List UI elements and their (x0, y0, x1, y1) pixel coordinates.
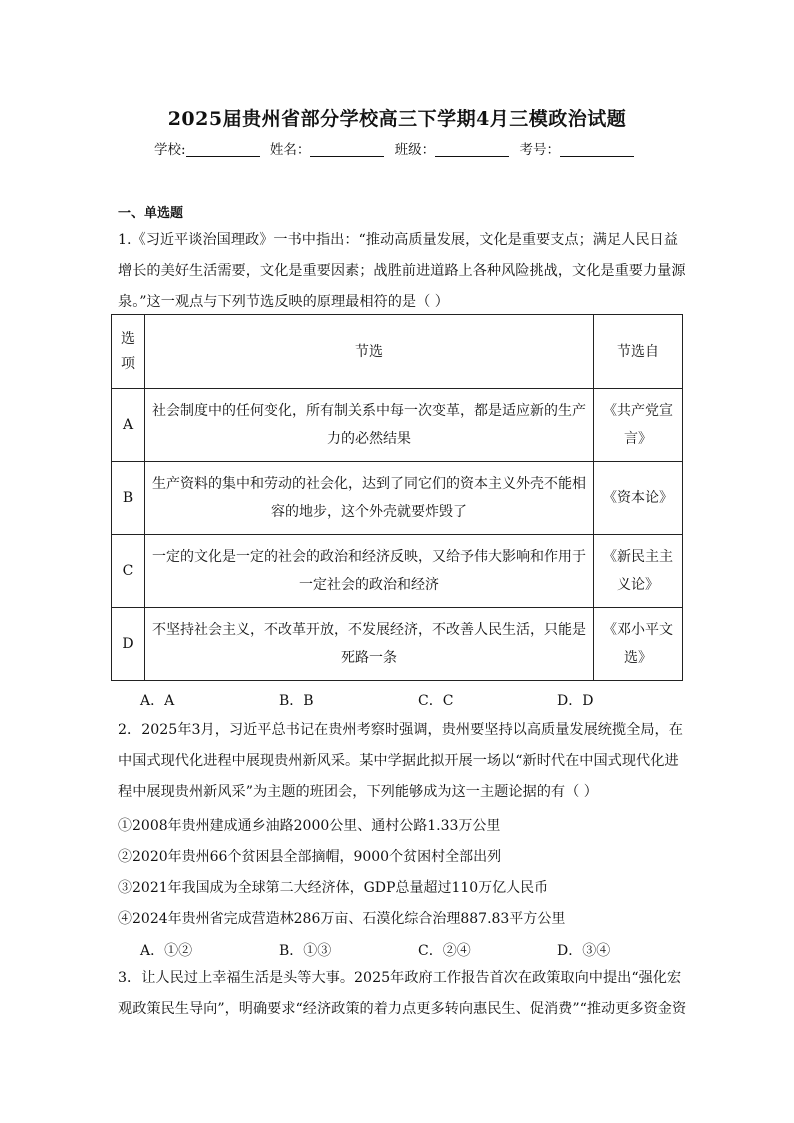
question-1-line: 泉。”这一观点与下列节选反映的原理最相符的是（ ） (118, 294, 449, 310)
table-row (112, 535, 683, 608)
choice-a[interactable]: A．A (140, 693, 175, 709)
source-line: 义论》 (617, 577, 659, 593)
header-option-line: 选 (121, 330, 135, 347)
question-1-stem (118, 225, 690, 318)
excerpt-line: 容的地步，这个外壳就要炸毁了 (271, 504, 467, 520)
header-source: 节选自 (594, 315, 683, 389)
student-info-line (0, 138, 794, 158)
row-excerpt (145, 535, 594, 608)
class-blank[interactable] (435, 142, 509, 157)
choice-c[interactable]: C．②④ (418, 943, 471, 959)
question-2-stem (118, 715, 690, 808)
choice-b[interactable]: B．①③ (279, 943, 332, 959)
choice-d[interactable]: D．③④ (557, 943, 611, 959)
name-blank[interactable] (310, 142, 384, 157)
row-option: A (112, 389, 145, 462)
row-source (594, 462, 683, 535)
excerpt-line: 社会制度中的任何变化，所有制关系中每一次变革，都是适应新的生产 (152, 403, 586, 419)
choice-c[interactable]: C．C (418, 693, 454, 709)
exam-number-label: 考号： (519, 142, 560, 158)
row-source (594, 608, 683, 681)
class-label: 班级： (394, 142, 436, 158)
row-option: D (112, 608, 145, 681)
row-option: C (112, 535, 145, 608)
school-blank[interactable] (186, 142, 260, 157)
row-excerpt (145, 608, 594, 681)
header-option (112, 315, 145, 389)
choice-d[interactable]: D．D (557, 693, 594, 709)
table-header-row (112, 315, 683, 389)
statement-4: ④2024年贵州省完成营造林286万亩、石漠化综合治理887.83平方公里 (118, 911, 566, 927)
row-excerpt (145, 462, 594, 535)
question-2-choices (140, 940, 696, 960)
excerpt-line: 力的必然结果 (327, 431, 411, 447)
row-excerpt (145, 389, 594, 462)
choice-a[interactable]: A．①② (140, 943, 193, 959)
table-row (112, 389, 683, 462)
question-2-line: 2．2025年3月，习近平总书记在贵州考察时强调，贵州要坚持以高质量发展统揽全局，在 (118, 722, 683, 738)
exam-title: 2025届贵州省部分学校高三下学期4月三模政治试题 (167, 108, 627, 130)
question-1-line: 1.《习近平谈治国理政》一书中指出：“推动高质量发展，文化是重要支点；满足人民日益 (118, 232, 678, 248)
name-label: 姓名： (269, 142, 311, 158)
excerpt-line: 死路一条 (341, 650, 397, 666)
question-3-stem (118, 963, 690, 1025)
statement-1: ①2008年贵州建成通乡油路2000公里、通村公路1.33万公里 (118, 818, 501, 834)
question-1-table (111, 314, 683, 681)
section-heading: 一、单选题 (118, 206, 184, 221)
source-line: 《新民主主 (603, 549, 673, 565)
exam-number-blank[interactable] (560, 142, 634, 157)
school-label: 学校: (154, 142, 186, 158)
table-row (112, 462, 683, 535)
header-excerpt: 节选 (145, 315, 594, 389)
row-source (594, 535, 683, 608)
source-line: 言》 (624, 431, 652, 447)
source-line: 《资本论》 (603, 490, 673, 506)
statement-3: ③2021年我国成为全球第二大经济体，GDP总量超过110万亿人民币 (118, 880, 549, 896)
question-3-line: 观政策民生导向”，明确要求“经济政策的着力点更多转向惠民生、促消费”“推动更多资金资 (118, 1001, 687, 1017)
excerpt-line: 一定社会的政治和经济 (299, 577, 439, 593)
question-3-line: 3．让人民过上幸福生活是头等大事。2025年政府工作报告首次在政策取向中提出“强化宏 (118, 970, 682, 986)
statement-2: ②2020年贵州66个贫困县全部摘帽，9000个贫困村全部出列 (118, 849, 502, 865)
source-line: 《邓小平文 (603, 622, 673, 638)
source-line: 选》 (624, 650, 652, 666)
table-row (112, 608, 683, 681)
excerpt-line: 不坚持社会主义，不改革开放，不发展经济，不改善人民生活，只能是 (152, 622, 586, 638)
choice-b[interactable]: B．B (279, 693, 314, 709)
row-option: B (112, 462, 145, 535)
row-source (594, 389, 683, 462)
source-line: 《共产党宣 (603, 403, 673, 419)
excerpt-line: 一定的文化是一定的社会的政治和经济反映，又给予伟大影响和作用于 (152, 549, 586, 565)
question-1-line: 增长的美好生活需要，文化是重要因素；战胜前进道路上各种风险挑战，文化是重要力量源 (118, 263, 686, 279)
question-2-line: 程中展现贵州新风采”为主题的班团会，下列能够成为这一主题论据的有（ ） (118, 784, 598, 800)
header-option-line: 项 (121, 355, 135, 372)
question-2-line: 中国式现代化进程中展现贵州新风采。某中学据此拟开展一场以“新时代在中国式现代化进 (118, 753, 679, 769)
excerpt-line: 生产资料的集中和劳动的社会化，达到了同它们的资本主义外壳不能相 (152, 476, 586, 492)
question-1-choices (140, 690, 696, 710)
